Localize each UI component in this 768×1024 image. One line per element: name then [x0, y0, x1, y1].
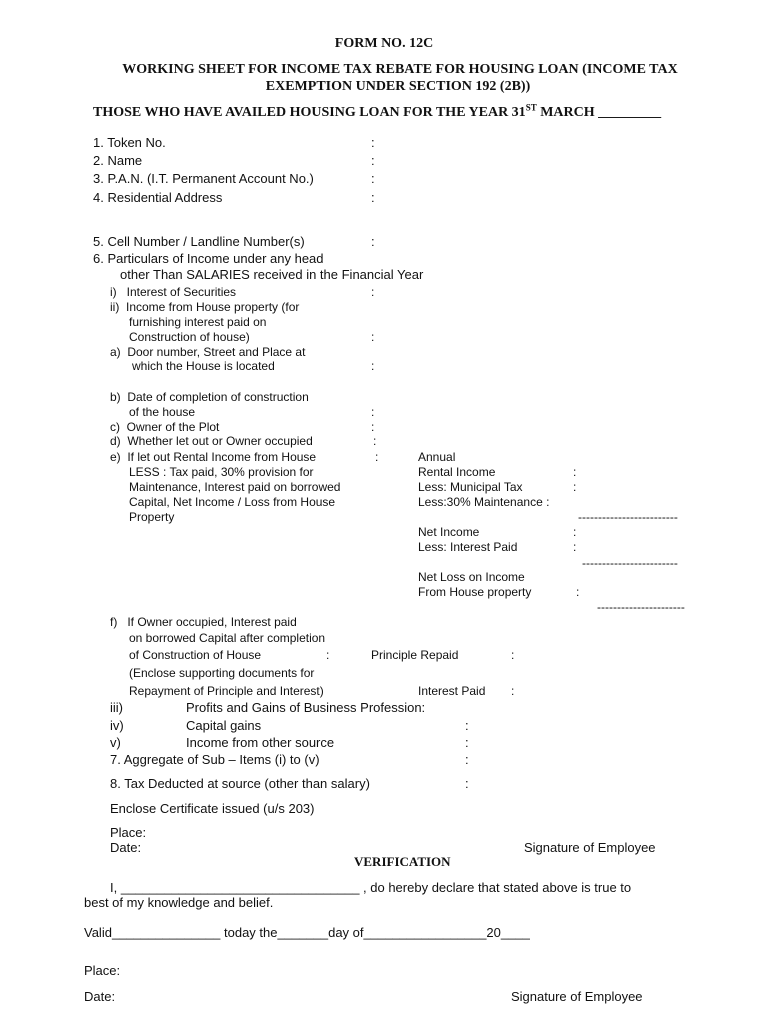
colon: :: [511, 648, 515, 662]
colon: :: [326, 648, 330, 662]
item-rental-cont2: Maintenance, Interest paid on borrowed: [129, 480, 341, 494]
item-business-profits: Profits and Gains of Business Profession:: [186, 700, 426, 715]
verification-declaration: I, _________________________________ , do hereby declare that stated above is true to: [110, 880, 632, 895]
calc-divider-3: ----------------------: [597, 600, 685, 614]
colon: :: [465, 752, 469, 767]
colon: :: [371, 405, 375, 419]
item-iv-number: iv): [110, 718, 124, 733]
field-name: 2. Name: [93, 153, 143, 168]
form-number: FORM NO. 12C: [334, 36, 434, 51]
verification-place: Place:: [84, 963, 121, 978]
field-token: 1. Token No.: [93, 135, 166, 150]
colon: :: [573, 525, 577, 539]
calc-net-loss: Net Loss on Income: [418, 570, 525, 584]
item-iii-number: iii): [110, 700, 123, 715]
item-capital-gains: Capital gains: [186, 718, 262, 733]
verification-date: Date:: [84, 989, 116, 1004]
verification-title: VERIFICATION: [354, 854, 451, 869]
colon: :: [371, 171, 375, 186]
field-phone: 5. Cell Number / Landline Number(s): [93, 234, 305, 249]
item-v-number: v): [110, 735, 121, 750]
calc-rental: Rental Income: [418, 465, 496, 479]
place-label: Place:: [110, 825, 147, 840]
item-house-property-cont2: Construction of house): [129, 330, 250, 344]
colon: :: [371, 420, 375, 434]
colon: :: [371, 135, 375, 150]
colon: :: [465, 776, 469, 791]
item-house-property-cont1: furnishing interest paid on: [129, 315, 267, 329]
field-tds: 8. Tax Deducted at source (other than salary): [110, 776, 370, 791]
item-let-out: d) Whether let out or Owner occupied: [110, 434, 313, 448]
field-address: 4. Residential Address: [93, 190, 223, 205]
field-particulars: 6. Particulars of Income under any head: [93, 251, 324, 266]
enclose-certificate: Enclose Certificate issued (u/s 203): [110, 801, 315, 816]
calc-divider-2: ------------------------: [582, 556, 678, 570]
form-subtitle: [93, 102, 662, 121]
colon: :: [371, 153, 375, 168]
field-pan: 3. P.A.N. (I.T. Permanent Account No.): [93, 171, 314, 186]
item-house-property: ii) Income from House property (for: [110, 300, 300, 314]
calc-interest-paid: Less: Interest Paid: [418, 540, 518, 554]
item-completion-date: b) Date of completion of construction: [110, 390, 309, 404]
colon: :: [465, 718, 469, 733]
subtitle-text: THOSE WHO HAVE AVAILED HOUSING LOAN FOR THE YEAR 31: [93, 105, 526, 120]
field-particulars-cont: other Than SALARIES received in the Financial Year: [120, 267, 424, 282]
item-rental-cont4: Property: [129, 510, 175, 524]
item-owner-occupied-cont4: Repayment of Principle and Interest): [129, 684, 324, 698]
label-principle-repaid: Principle Repaid: [371, 648, 459, 662]
colon: :: [375, 450, 379, 464]
colon: :: [371, 234, 375, 249]
item-owner-occupied-cont1: on borrowed Capital after completion: [129, 631, 326, 645]
form-title-line1: WORKING SHEET FOR INCOME TAX REBATE FOR HOUSING LOAN (INCOME TAX: [122, 62, 678, 77]
item-door-number-cont: which the House is located: [132, 359, 275, 373]
colon: :: [511, 684, 515, 698]
colon: :: [371, 359, 375, 373]
calc-net-loss-cont: From House property: [418, 585, 532, 599]
item-owner-occupied-cont3: (Enclose supporting documents for: [129, 666, 315, 680]
form-title-line2: EXEMPTION UNDER SECTION 192 (2B)): [265, 79, 531, 94]
date-label: Date:: [110, 840, 142, 855]
item-securities: i) Interest of Securities: [110, 285, 237, 299]
subtitle-superscript: ST: [525, 102, 537, 113]
item-door-number: a) Door number, Street and Place at: [110, 345, 306, 359]
colon: :: [371, 330, 375, 344]
calc-annual: Annual: [418, 450, 456, 464]
item-completion-date-cont: of the house: [129, 405, 196, 419]
colon: :: [465, 735, 469, 750]
label-interest-paid: Interest Paid: [418, 684, 486, 698]
colon: :: [371, 190, 375, 205]
calc-net-income: Net Income: [418, 525, 480, 539]
item-rental-cont1: LESS : Tax paid, 30% provision for: [129, 465, 314, 479]
item-owner-occupied-cont2: of Construction of House: [129, 648, 262, 662]
colon: :: [573, 540, 577, 554]
subtitle-month: MARCH _________: [536, 105, 662, 120]
field-aggregate: 7. Aggregate of Sub – Items (i) to (v): [110, 752, 320, 767]
verification-valid-line: Valid_______________ today the_______day of_________________20____: [84, 925, 530, 940]
calc-divider-1: -------------------------: [578, 510, 678, 524]
colon: :: [576, 585, 580, 599]
colon: :: [573, 480, 577, 494]
item-owner-occupied: f) If Owner occupied, Interest paid: [110, 615, 297, 629]
calc-municipal: Less: Municipal Tax: [418, 480, 523, 494]
verification-signature: Signature of Employee: [511, 989, 643, 1004]
item-rental-cont3: Capital, Net Income / Loss from House: [129, 495, 336, 509]
verification-declaration-cont: best of my knowledge and belief.: [84, 895, 274, 910]
employee-signature: Signature of Employee: [524, 840, 656, 855]
colon: :: [373, 434, 377, 448]
colon: :: [371, 285, 375, 299]
item-rental-income: e) If let out Rental Income from House: [110, 450, 317, 464]
calc-maintenance: Less:30% Maintenance :: [418, 495, 550, 509]
item-other-source: Income from other source: [186, 735, 335, 750]
colon: :: [573, 465, 577, 479]
item-plot-owner: c) Owner of the Plot: [110, 420, 220, 434]
